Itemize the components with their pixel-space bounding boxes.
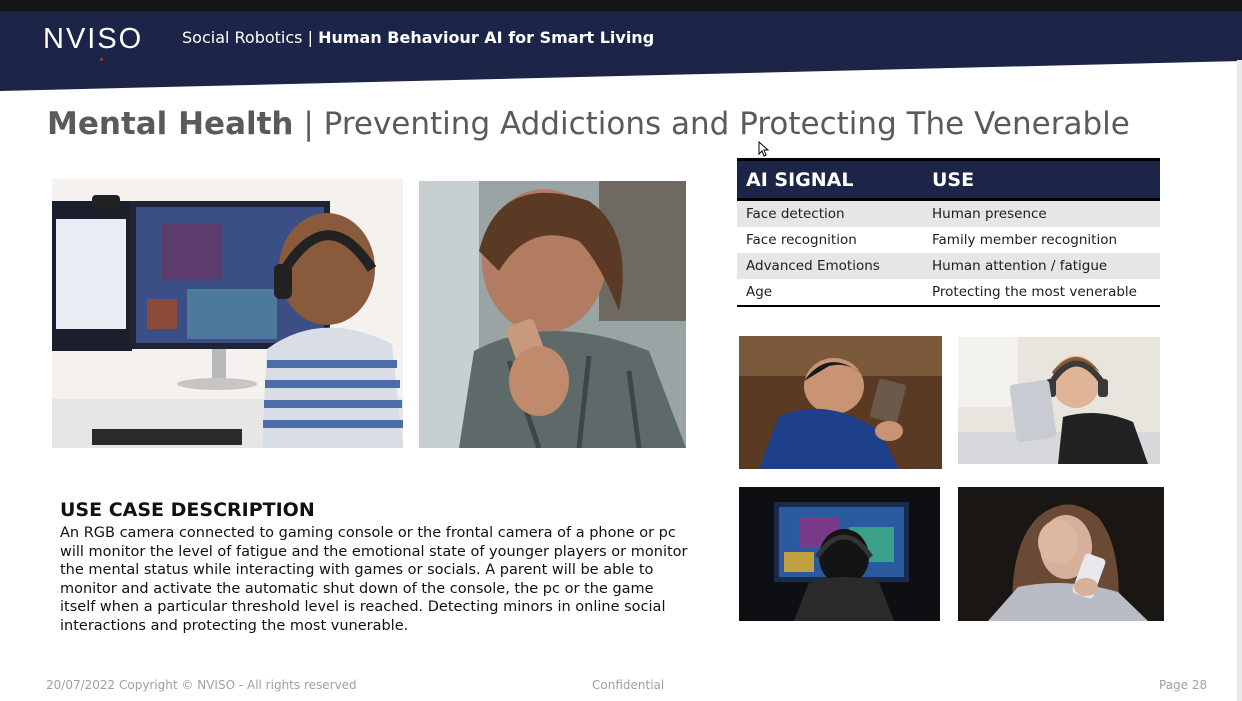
ai-signal-table [737,158,1160,307]
slide-right-edge [1237,60,1242,701]
photo-boy-gaming-pc [52,179,403,448]
table-cell-use: Family member recognition [932,232,1118,248]
use-case-description: An RGB camera connected to gaming console or the frontal camera of a phone or pc will monitor the level of fatigue and the emotional state of younger players or monitor the mental status while interacting with games or socials. A parent will be able to monitor and activate the automatic shut down of the console, the pc or the game itself when a particular threshold level is reached. Detecting minors in online social interactions and protecting the most vunerable. [60,525,688,634]
table-cell-signal: Face detection [737,200,923,228]
table-header-ai-signal: AI SIGNAL [737,160,923,200]
table-header-use: USE [923,160,1160,200]
table-cell-use: Human attention / fatigue [923,253,1160,279]
photo-boy-headphones-tablet [958,337,1160,464]
table-row [737,200,1160,228]
photo-boy-tablet-floor [739,336,942,469]
mouse-cursor-icon [758,141,770,157]
table-cell-signal: Face recognition [746,232,857,248]
table-header-row [737,160,1160,200]
window-top-bar [0,0,1242,11]
table-row [737,279,1160,306]
table-cell-use: Protecting the most venerable [923,279,1160,306]
photo-woman-distressed-phone [958,487,1164,621]
footer-copyright: 20/07/2022 Copyright © NVISO - All rights reserved [46,678,357,692]
use-case-title: USE CASE DESCRIPTION [60,499,315,521]
nviso-logo: NVISO [43,23,144,55]
table-cell-use: Human presence [923,200,1160,228]
table-row [737,253,1160,279]
header-banner-shape [0,11,1242,91]
title-bold: Mental Health [47,106,294,142]
table-cell-signal: Advanced Emotions [737,253,923,279]
header-text [182,28,654,47]
page-title [47,106,1130,142]
table-cell-signal: Age [737,279,923,306]
title-separator: | [293,106,324,142]
photo-gamer-dark-room [739,487,940,621]
logo-red-dot [100,58,103,61]
table-row [737,227,1160,253]
slide-header-banner [0,11,1242,91]
footer-page-number: Page 28 [1159,678,1208,692]
header-tagline: Human Behaviour AI for Smart Living [318,28,655,47]
header-section: Social Robotics [182,28,303,47]
footer-confidential: Confidential [592,678,665,692]
photo-girl-phone [419,181,686,448]
title-rest: Preventing Addictions and Protecting The Venerable [323,106,1130,142]
header-separator: | [302,28,319,47]
